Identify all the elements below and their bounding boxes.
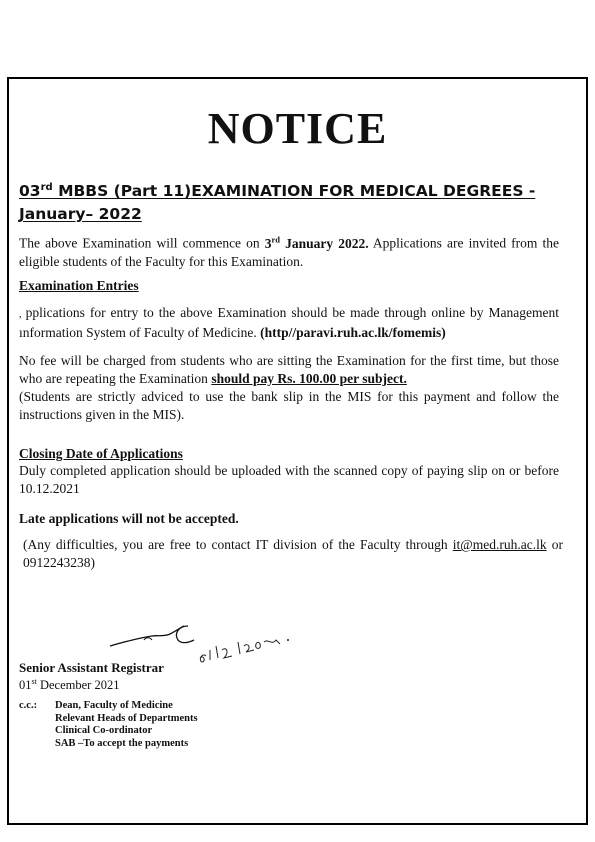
exam-title-text: MBBS (Part 11)EXAMINATION FOR MEDICAL DEGREES - January– 2022 bbox=[19, 182, 536, 224]
handwritten-date bbox=[196, 630, 296, 666]
contact-paragraph bbox=[19, 536, 563, 572]
fee-amount: should pay Rs. 100.00 per subject. bbox=[211, 371, 407, 386]
exam-date: 3rd January 2022. bbox=[264, 234, 369, 251]
intro-text-cont: Applications are invited from the eligible students of the Faculty for this Examination. bbox=[19, 235, 559, 269]
exam-title-number: 03 bbox=[19, 182, 41, 201]
intro-paragraph bbox=[19, 230, 559, 271]
cc-label: c.c.: bbox=[19, 700, 38, 711]
signature-scribble bbox=[108, 620, 198, 654]
cc-recipient: SAB –To accept the payments bbox=[55, 737, 189, 749]
contact-phone: or 0912243238) bbox=[23, 537, 563, 570]
contact-text: (Any difficulties, you are free to contact IT division of the Faculty through bbox=[23, 537, 453, 552]
exam-title bbox=[19, 176, 579, 226]
late-notice: Late applications will not be accepted. bbox=[19, 511, 239, 526]
exam-title-suffix: rd bbox=[40, 182, 53, 193]
entries-paragraph: , pplications for entry to the above Examination should be made through online by Management ınformation System of Faculty of Medicine. (http//paravi.ruh.ac.lk/fomemis) bbox=[19, 305, 560, 340]
fee-note: (Students are strictly adviced to use the bank slip in the MIS for this payment and follow the instructions given in the MIS). bbox=[19, 389, 559, 422]
closing-heading: Closing Date of Applications bbox=[19, 446, 183, 461]
signature-date: 01st December 2021 bbox=[19, 677, 120, 693]
intro-text: The above Examination will commence on bbox=[19, 235, 265, 251]
fee-paragraph bbox=[19, 352, 559, 424]
mis-link[interactable]: (http//paravi.ruh.ac.lk/fomemis) bbox=[260, 325, 446, 340]
closing-paragraph: Duly completed application should be uploaded with the scanned copy of paying slip on or before 10.12.2021 bbox=[19, 463, 559, 496]
contact-email[interactable]: it@med.ruh.ac.lk bbox=[452, 537, 547, 552]
signatory-title: Senior Assistant Registrar bbox=[19, 660, 164, 675]
cc-recipient: Relevant Heads of Departments bbox=[55, 712, 198, 724]
notice-title: NOTICE bbox=[207, 104, 388, 153]
cc-recipient: Clinical Co-ordinator bbox=[55, 725, 153, 736]
cc-recipient: Dean, Faculty of Medicine bbox=[55, 700, 173, 711]
cc-list bbox=[55, 700, 355, 750]
entries-heading: Examination Entries bbox=[19, 278, 139, 293]
entries-text: pplications for entry to the above Examination should be made through online by Management ınformation System of Faculty of Medicine. bbox=[19, 305, 560, 340]
fee-text: No fee will be charged from students who are sitting the Examination for the first time, but those who are repeating the Examination bbox=[19, 353, 559, 386]
